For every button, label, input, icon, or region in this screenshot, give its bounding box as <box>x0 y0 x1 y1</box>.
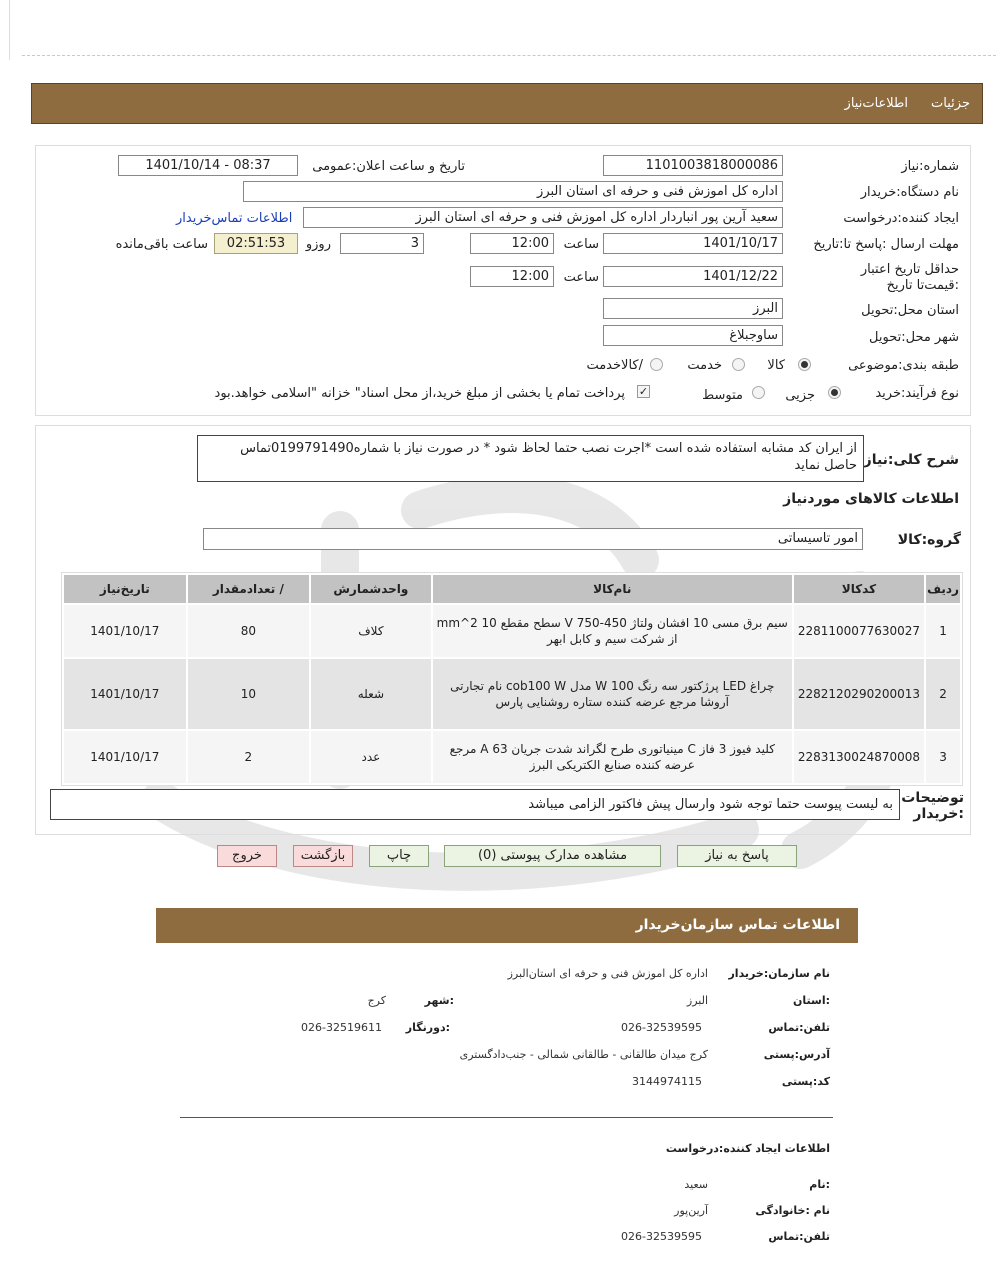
buyer-contact-link[interactable]: اطلاعات تماس‌خریدار <box>176 211 293 226</box>
category-option-service: خدمت <box>687 358 722 373</box>
col-qty: / تعدادمقدار <box>188 575 309 603</box>
deadline-label: مهلت ارسال :پاسخ تا:تاریخ <box>813 237 959 252</box>
row-date: 1401/10/17 <box>64 659 186 729</box>
category-radio-goods[interactable] <box>798 358 811 371</box>
contact-phone-label: تلفن:تماس <box>768 1021 830 1034</box>
category-label: طبقه بندی:موضوعی <box>848 358 959 373</box>
row-qty: 2 <box>188 731 309 783</box>
process-label: نوع فرآیند: <box>901 386 959 401</box>
row-unit: شعله <box>311 659 431 729</box>
deadline-time-field: 12:00 <box>470 233 554 254</box>
province-field: البرز <box>603 298 783 319</box>
contact-fax-label: :دورنگار <box>405 1021 450 1034</box>
validity-label: حداقل تاریخ اعتبار :قیمت‌تا تاریخ <box>860 262 959 293</box>
row-unit: عدد <box>311 731 431 783</box>
requester-family-label: نام :خانوادگی <box>755 1204 830 1217</box>
details-header-bar <box>31 83 983 124</box>
process-option-medium: متوسط <box>702 388 743 403</box>
requester-family-value: آرین‌پور <box>674 1204 708 1217</box>
announce-field: 1401/10/14 - 08:37 <box>118 155 298 176</box>
goods-group-field: امور تاسیساتی <box>203 528 863 550</box>
contact-province-label: :استان <box>793 994 830 1007</box>
row-code: 2283130024870008 <box>794 731 924 783</box>
description-label: شرح کلی:نیاز <box>863 452 959 468</box>
table-row <box>64 605 960 657</box>
print-button[interactable]: چاپ <box>369 845 429 867</box>
row-name: کلید فیوز 3 فاز C مینیاتوری طرح لگراند شدت جریان 63 A مرجع عرضه کننده صنایع الکتریکی البرز <box>433 731 792 783</box>
contact-fax-value: 026-32519611 <box>301 1021 382 1034</box>
contact-postal-label: کد:پستی <box>781 1075 830 1088</box>
payment-check-label: پرداخت تمام یا بخشی از مبلغ خرید،از محل اسناد" خزانه "اسلامی خواهد.بود <box>214 386 625 401</box>
goods-table-header <box>64 575 960 603</box>
contact-province-value: البرز <box>686 994 708 1007</box>
row-index: 2 <box>926 659 960 729</box>
col-code: کدکالا <box>794 575 924 603</box>
need-number-label: شماره:نیاز <box>901 159 959 174</box>
buyer-notes-box: به لیست پیوست حتما توجه شود وارسال پیش فاکتور الزامی میباشد <box>50 789 900 820</box>
contact-address-value: کرج میدان طالقانی - طالقانی شمالی - جنب‌دادگستری <box>459 1048 708 1061</box>
process-buy-label: خرید <box>875 386 901 401</box>
category-option-goods-service: /کالاخدمت <box>586 358 643 373</box>
exit-button[interactable]: خروج <box>217 845 277 867</box>
buyer-org-field: اداره کل اموزش فنی و حرفه ای استان البرز <box>243 181 783 202</box>
payment-checkbox[interactable]: ✓ <box>638 385 649 398</box>
buyer-org-label: نام دستگاه:خریدار <box>860 185 959 200</box>
requester-title: اطلاعات ایجاد کننده:درخواست <box>665 1142 830 1155</box>
need-number-field: 1101003818000086 <box>603 155 783 176</box>
contact-phone-value: 026-32539595 <box>621 1021 702 1034</box>
goods-section-title: اطلاعات کالاهای موردنیاز <box>783 491 959 507</box>
goods-table <box>61 572 963 786</box>
goods-group-label: گروه:کالا <box>897 532 961 548</box>
city-label: شهر محل:تحویل <box>869 330 959 345</box>
contact-org-label: نام سازمان:خریدار <box>728 967 830 980</box>
col-date: تاریخ‌نیاز <box>64 575 186 603</box>
remaining-label: ساعت باقی‌مانده <box>115 237 208 252</box>
contact-city-label: :شهر <box>424 994 454 1007</box>
row-date: 1401/10/17 <box>64 731 186 783</box>
row-index: 3 <box>926 731 960 783</box>
requester-phone-label: تلفن:تماس <box>768 1230 830 1243</box>
row-name: سیم برق مسی 10 افشان ولتاژ 450-750 V سطح مقطع mm^2 10 از شرکت سیم و کابل ابهر <box>433 605 792 657</box>
row-name: چراغ LED پرژکتور سه رنگ 100 W مدل cob100 W نام تجارتی آروشا مرجع عرضه کننده ستاره روشنایی پارس <box>433 659 792 729</box>
row-code: 2282120290200013 <box>794 659 924 729</box>
back-button[interactable]: بازگشت <box>293 845 353 867</box>
top-divider <box>22 55 996 56</box>
buyer-notes-label: توضیحات :خریدار <box>901 790 964 822</box>
table-row <box>64 659 960 729</box>
process-radio-medium[interactable] <box>752 386 765 399</box>
contact-org-value: اداره کل اموزش فنی و حرفه ای استان‌البرز <box>507 967 708 980</box>
row-date: 1401/10/17 <box>64 605 186 657</box>
contact-header-bar <box>156 908 858 943</box>
tab-details[interactable]: جزئیات <box>931 96 970 111</box>
row-unit: کلاف <box>311 605 431 657</box>
category-radio-service[interactable] <box>732 358 745 371</box>
row-index: 1 <box>926 605 960 657</box>
row-qty: 10 <box>188 659 309 729</box>
page-edge-line <box>9 0 10 60</box>
deadline-date-field: 1401/10/17 <box>603 233 783 254</box>
validity-date-field: 1401/12/22 <box>603 266 783 287</box>
requester-name-label: :نام <box>809 1178 830 1191</box>
tab-need-info[interactable]: اطلاعات‌نیاز <box>844 96 908 111</box>
process-radio-minor[interactable] <box>828 386 841 399</box>
requester-name-value: سعید <box>684 1178 708 1191</box>
deadline-time-label: ساعت <box>563 237 599 252</box>
days-label: روزو <box>305 237 331 252</box>
row-code: 2281100077630027 <box>794 605 924 657</box>
process-option-minor: جزیی <box>785 388 815 403</box>
row-qty: 80 <box>188 605 309 657</box>
attachments-button[interactable]: مشاهده مدارک پیوستی (0) <box>444 845 661 867</box>
creator-label: ایجاد کننده:درخواست <box>843 211 959 226</box>
contact-postal-value: 3144974115 <box>632 1075 702 1088</box>
table-row <box>64 731 960 783</box>
validity-time-field: 12:00 <box>470 266 554 287</box>
requester-phone-value: 026-32539595 <box>621 1230 702 1243</box>
days-field: 3 <box>340 233 424 254</box>
creator-field: سعید آرین پور انباردار اداره کل اموزش فنی و حرفه ای استان البرز <box>303 207 783 228</box>
contact-title: اطلاعات تماس سازمان‌خریدار <box>635 917 840 933</box>
contact-address-label: آدرس:پستی <box>763 1048 830 1061</box>
announce-label: تاریخ و ساعت اعلان:عمومی <box>312 159 465 174</box>
col-name: نام‌کالا <box>433 575 792 603</box>
col-row: ردیف <box>926 575 960 603</box>
city-field: ساوجبلاغ <box>603 325 783 346</box>
contact-separator <box>180 1117 833 1118</box>
col-unit: واحدشمارش <box>311 575 431 603</box>
category-radio-goods-service[interactable] <box>650 358 663 371</box>
remaining-timer: 02:51:53 <box>214 233 298 254</box>
description-box: از ایران کد مشابه استفاده شده است *اجرت نصب حتما لحاظ شود * در صورت نیاز با شماره0199791490تماس حاصل نماید <box>197 435 864 482</box>
validity-time-label: ساعت <box>563 270 599 285</box>
category-option-goods: کالا <box>767 358 785 373</box>
contact-city-value: کرج <box>367 994 386 1007</box>
province-label: استان محل:تحویل <box>861 303 959 318</box>
reply-button[interactable]: پاسخ به نیاز <box>677 845 797 867</box>
